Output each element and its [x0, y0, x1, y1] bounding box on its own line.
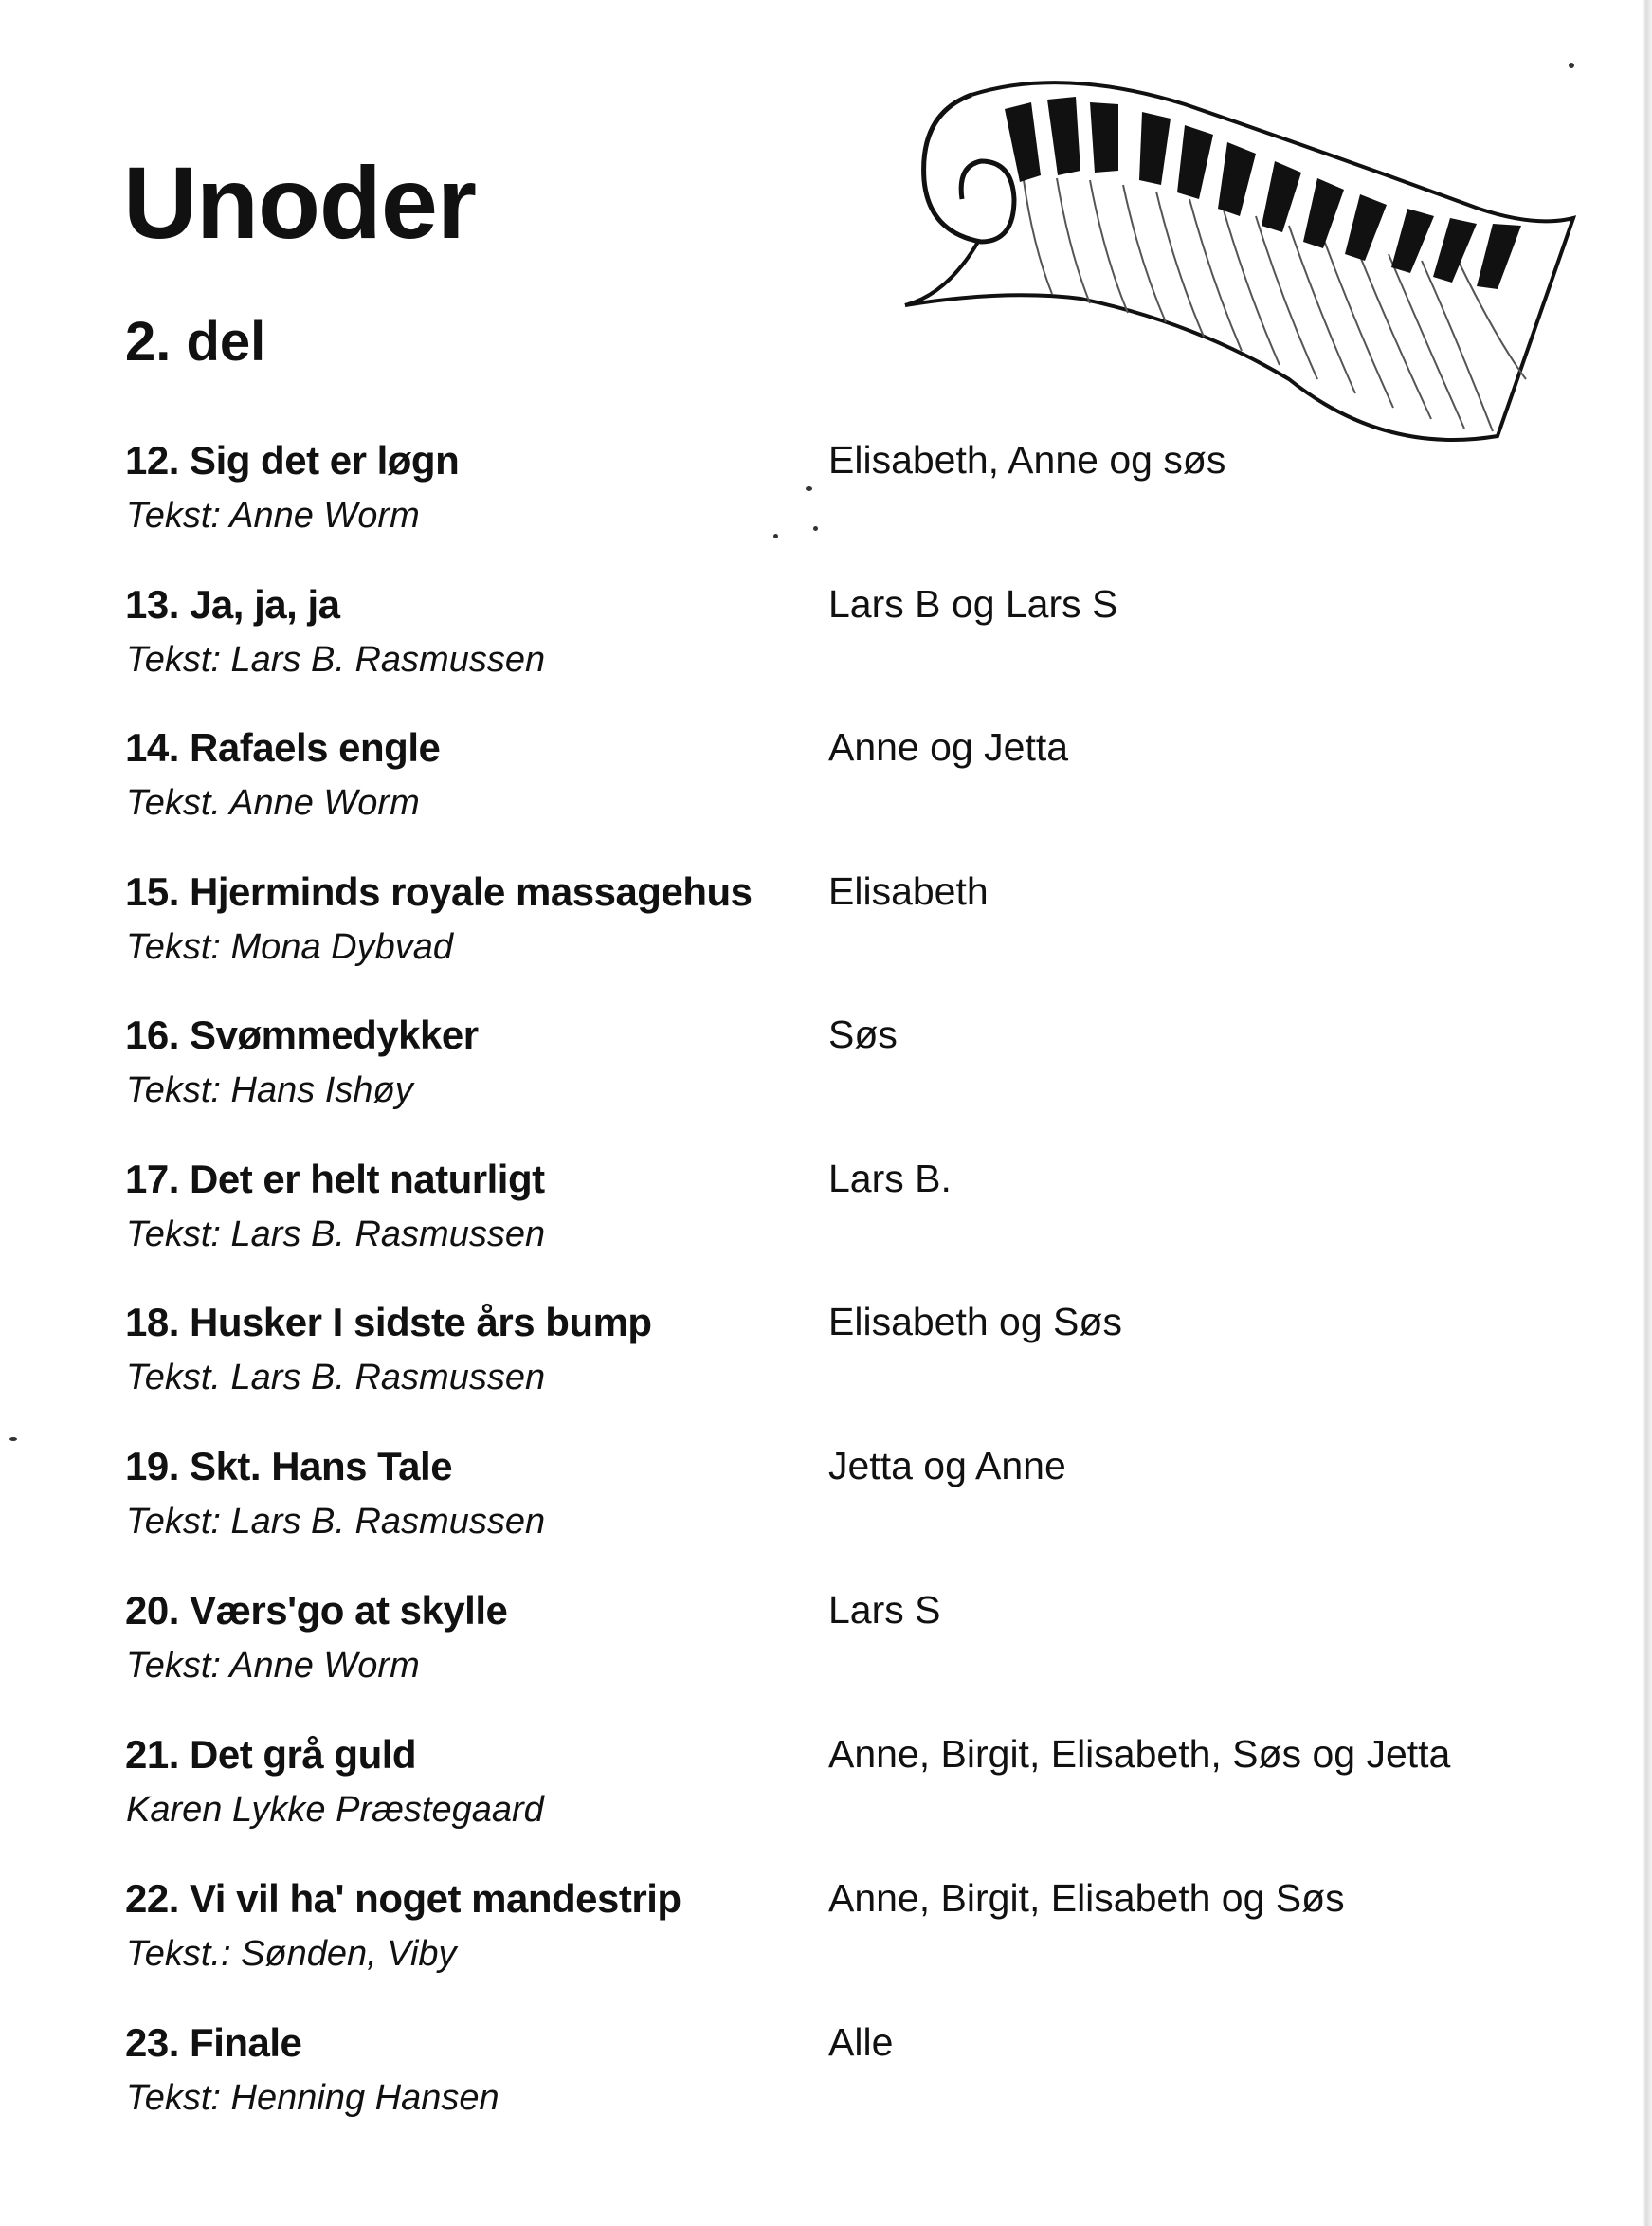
program-item	[0, 438, 1652, 583]
song-credit: Tekst. Anne Worm	[126, 783, 420, 823]
song-credit: Tekst: Lars B. Rasmussen	[126, 1214, 546, 1254]
song-title: 12. Sig det er løgn	[125, 438, 460, 483]
song-credit: Tekst: Anne Worm	[126, 496, 420, 536]
song-performers: Elisabeth	[828, 869, 989, 913]
song-performers: Lars B.	[828, 1157, 952, 1200]
song-title: 17. Det er helt naturligt	[125, 1157, 545, 1201]
song-performers: Elisabeth, Anne og søs	[828, 438, 1226, 482]
song-performers: Anne og Jetta	[828, 725, 1069, 769]
song-title: 21. Det grå guld	[125, 1732, 417, 1777]
song-credit: Tekst. Lars B. Rasmussen	[126, 1358, 546, 1397]
song-performers: Lars S	[828, 1588, 941, 1632]
piano-keyboard-scroll-icon	[891, 66, 1583, 446]
song-title: 19. Skt. Hans Tale	[125, 1444, 453, 1488]
program-item	[0, 1444, 1652, 1589]
song-title: 16. Svømmedykker	[125, 1013, 479, 1057]
song-performers: Jetta og Anne	[828, 1444, 1066, 1487]
scan-speck	[1569, 63, 1574, 68]
song-title: 20. Værs'go at skylle	[125, 1588, 508, 1633]
song-credit: Tekst.: Sønden, Viby	[126, 1934, 457, 1974]
song-credit: Karen Lykke Præstegaard	[126, 1790, 544, 1830]
song-credit: Tekst: Hans Ishøy	[126, 1070, 413, 1110]
song-credit: Tekst: Anne Worm	[126, 1646, 420, 1686]
song-performers: Søs	[828, 1013, 898, 1056]
song-credit: Tekst: Mona Dybvad	[126, 927, 453, 967]
song-credit: Tekst: Lars B. Rasmussen	[126, 640, 546, 680]
song-performers: Alle	[828, 2020, 894, 2064]
song-performers: Lars B og Lars S	[828, 582, 1118, 626]
program-item	[0, 869, 1652, 1014]
song-credit: Tekst: Lars B. Rasmussen	[126, 1502, 546, 1542]
song-credit: Tekst: Henning Hansen	[126, 2078, 499, 2118]
song-title: 18. Husker I sidste års bump	[125, 1300, 652, 1344]
song-title: 23. Finale	[125, 2020, 302, 2065]
song-title: 22. Vi vil ha' noget mandestrip	[125, 1876, 681, 1921]
program-item	[0, 1732, 1652, 1877]
program-item	[0, 582, 1652, 727]
program-item	[0, 1015, 1652, 1158]
song-title: 15. Hjerminds royale massagehus	[125, 869, 753, 914]
page-title: Unoder	[123, 145, 476, 260]
song-performers: Anne, Birgit, Elisabeth og Søs	[828, 1876, 1345, 1920]
program-item	[0, 1159, 1652, 1302]
program-item	[0, 1588, 1652, 1733]
program-item	[0, 725, 1652, 870]
program-item	[0, 1300, 1652, 1445]
page-subtitle: 2. del	[125, 311, 266, 373]
song-performers: Anne, Birgit, Elisabeth, Søs og Jetta	[828, 1732, 1451, 1776]
song-performers: Elisabeth og Søs	[828, 1300, 1122, 1343]
song-title: 13. Ja, ja, ja	[125, 582, 340, 627]
song-title: 14. Rafaels engle	[125, 725, 441, 770]
program-item	[0, 1876, 1652, 2021]
program-item	[0, 2020, 1652, 2165]
